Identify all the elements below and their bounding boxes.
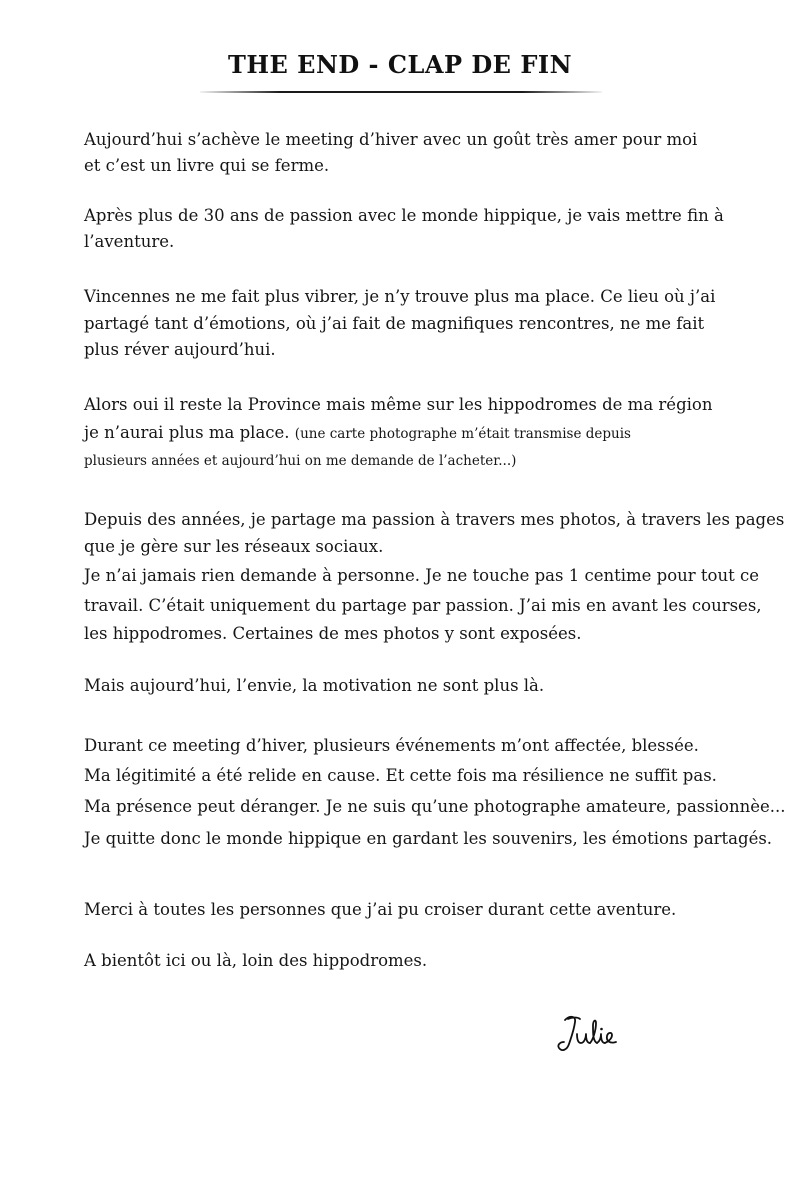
paragraph-8-line-1: Merci à toutes les personnes que j’ai pu croiser durant cette aventure.: [84, 900, 677, 919]
paragraph-4-line-1: Alors oui il reste la Province mais même sur les hippodromes de ma région: [84, 395, 713, 414]
paragraph-2-line-1: Après plus de 30 ans de passion avec le monde hippique, je vais mettre fin à: [84, 206, 724, 225]
paragraph-4-line-2: [84, 423, 631, 444]
paragraph-3-line-2: partagé tant d’émotions, où j’ai fait de magnifiques rencontres, ne me fait: [84, 314, 705, 333]
signature-julie: [556, 1010, 636, 1058]
paragraph-3-line-3: plus réver aujourd’hui.: [84, 340, 276, 359]
paragraph-5-line-4: travail. C’était uniquement du partage par passion. J’ai mis en avant les courses,: [84, 596, 762, 615]
paragraph-6-line-1: Mais aujourd’hui, l’envie, la motivation ne sont plus là.: [84, 676, 545, 695]
paragraph-1-line-2: et c’est un livre qui se ferme.: [84, 156, 330, 175]
paragraph-4-text: je n’aurai plus ma place.: [84, 423, 290, 442]
paragraph-4-line-3: plusieurs années et aujourd’hui on me demande de l’acheter...): [84, 453, 517, 469]
paragraph-5-line-5: les hippodromes. Certaines de mes photos y sont exposées.: [84, 624, 582, 643]
paragraph-5-line-1: Depuis des années, je partage ma passion à travers mes photos, à travers les pages: [84, 510, 785, 529]
paragraph-7-line-2: Ma légitimité a été relide en cause. Et cette fois ma résilience ne suffit pas.: [84, 766, 717, 785]
paragraph-9-line-1: A bientôt ici ou là, loin des hippodromes.: [84, 951, 428, 970]
paragraph-7-line-4: Je quitte donc le monde hippique en gardant les souvenirs, les émotions partagés.: [84, 829, 773, 848]
title-underline: [200, 91, 602, 93]
paragraph-5-line-2: que je gère sur les réseaux sociaux.: [84, 537, 384, 556]
paragraph-7-line-3: Ma présence peut déranger. Je ne suis qu’une photographe amateure, passionnèe...: [84, 797, 786, 816]
paragraph-7-line-1: Durant ce meeting d’hiver, plusieurs événements m’ont affectée, blessée.: [84, 736, 699, 755]
paragraph-1-line-1: Aujourd’hui s’achève le meeting d’hiver avec un goût très amer pour moi: [84, 130, 698, 149]
paragraph-4-aside: (une carte photographe m’était transmise depuis: [294, 426, 631, 442]
paragraph-5-line-3: Je n’ai jamais rien demande à personne. Je ne touche pas 1 centime pour tout ce: [84, 566, 760, 585]
page-title: THE END - CLAP DE FIN: [227, 50, 573, 79]
paragraph-3-line-1: Vincennes ne me fait plus vibrer, je n’y trouve plus ma place. Ce lieu où j’ai: [84, 287, 716, 306]
paragraph-2-line-2: l’aventure.: [84, 232, 175, 251]
